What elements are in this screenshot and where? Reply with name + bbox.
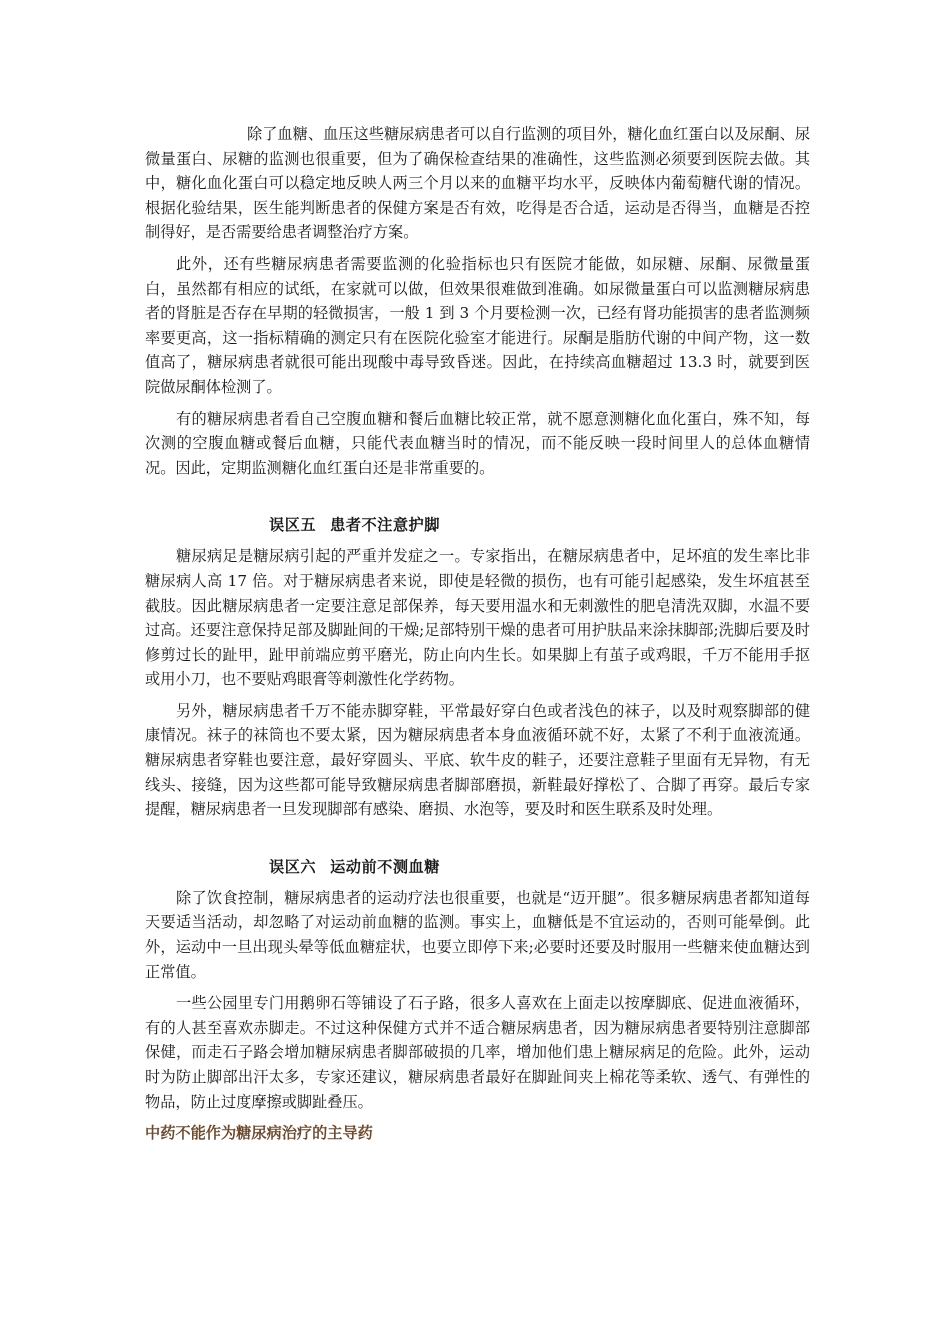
section-heading-number: 误区五 — [269, 516, 317, 535]
section-heading-myth-5 — [145, 513, 810, 537]
paragraph-pebble-road: 一些公园里专门用鹅卵石等铺设了石子路，很多人喜欢在上面走以按摩脚底、促进血液循环，有的人甚至喜欢赤脚走。不过这种保健方式并不适合糖尿病患者，因为糖尿病患者要特别注意脚部保健，而走石子路会增加糖尿病患者脚部破损的几率，增加他们患上糖尿病足的危险。此外，运动时为防止脚部出汗太多，专家还建议，糖尿病患者最好在脚趾间夹上棉花等柔软、透气、有弹性的物品，防止过度摩擦或脚趾叠压。 — [145, 994, 810, 1111]
section-heading-title: 运动前不测血糖 — [330, 857, 440, 876]
paragraph-exercise-glucose: 除了饮食控制，糖尿病患者的运动疗法也很重要，也就是“迈开腿”。很多糖尿病患者都知道每天要适当活动，却忽略了对运动前血糖的监测。事实上，血糖低是不宜运动的，否则可能晕倒。此外，运动中一旦出现头晕等低血糖症状，也要立即停下来;必要时还要及时服用一些糖来使血糖达到正常值。 — [145, 888, 810, 981]
paragraph-lab-indicators: 此外，还有些糖尿病患者需要监测的化验指标也只有医院才能做，如尿糖、尿酮、尿微量蛋白，虽然都有相应的试纸，在家就可以做，但效果很难做到准确。如尿微量蛋白可以监测糖尿病患者的肾脏是否存在早期的轻微损害，一般 1 到 3 个月要检测一次，已经有肾功能损害的患者监测频率要更高，这一指标精确的测定只有在医院化验室才能进行。尿酮是脂肪代谢的中间产物，这一数值高了，糖尿病患者就很可能出现酸中毒导致昏迷。因此，在持续高血糖超过 13.3 时，就要到医院做尿酮体检测了。 — [145, 254, 810, 396]
section-heading-title: 患者不注意护脚 — [330, 516, 440, 535]
document-page — [145, 122, 810, 1145]
section-heading-myth-6 — [145, 855, 810, 879]
paragraph-hba1c-importance: 有的糖尿病患者看自己空腹血糖和餐后血糖比较正常，就不愿意测糖化血化蛋白，殊不知，每次测的空腹血糖或餐后血糖，只能代表血糖当时的情况，而不能反映一段时间里人的总体血糖情况。因此，定期监测糖化血红蛋白还是非常重要的。 — [145, 409, 810, 477]
next-section-heading: 中药不能作为糖尿病治疗的主导药 — [145, 1124, 373, 1143]
section-heading-number: 误区六 — [269, 857, 317, 876]
paragraph-diabetic-foot: 糖尿病足是糖尿病引起的严重并发症之一。专家指出，在糖尿病患者中，足坏疽的发生率比非糖尿病人高 17 倍。对于糖尿病患者来说，即使是轻微的损伤，也有可能引起感染，发生坏疽甚至截肢。因此糖尿病患者一定要注意足部保养，每天要用温水和无刺激性的肥皂清洗双脚，水温不要过高。还要注意保持足部及脚趾间的干燥;足部特别干燥的患者可用护肤品来涂抹脚部;洗脚后要及时修剪过长的趾甲，趾甲前端应剪平磨光，防止向内生长。如果脚上有茧子或鸡眼，千万不能用手抠或用小刀，也不要贴鸡眼膏等刺激性化学药物。 — [145, 547, 810, 689]
paragraph-hospital-monitoring: 除了血糖、血压这些糖尿病患者可以自行监测的项目外，糖化血红蛋白以及尿酮、尿微量蛋白、尿糖的监测也很重要，但为了确保检查结果的准确性，这些监测必须要到医院去做。其中，糖化血化蛋白可以稳定地反映人两三个月以来的血糖平均水平，反映体内葡萄糖代谢的情况。根据化验结果，医生能判断患者的保健方案是否有效，吃得是否合适，运动是否得当，血糖是否控制得好，是否需要给患者调整治疗方案。 — [145, 125, 810, 242]
paragraph-socks-shoes: 另外，糖尿病患者千万不能赤脚穿鞋，平常最好穿白色或者浅色的袜子，以及时观察脚部的健康情况。袜子的袜筒也不要太紧，因为糖尿病患者本身血液循环就不好，太紧了不利于血液流通。糖尿病患者穿鞋也要注意，最好穿圆头、平底、软牛皮的鞋子，还要注意鞋子里面有无异物，有无线头、接缝，因为这些都可能导致糖尿病患者脚部磨损，新鞋最好撑松了、合脚了再穿。最后专家提醒，糖尿病患者一旦发现脚部有感染、磨损、水泡等，要及时和医生联系及时处理。 — [145, 701, 810, 819]
